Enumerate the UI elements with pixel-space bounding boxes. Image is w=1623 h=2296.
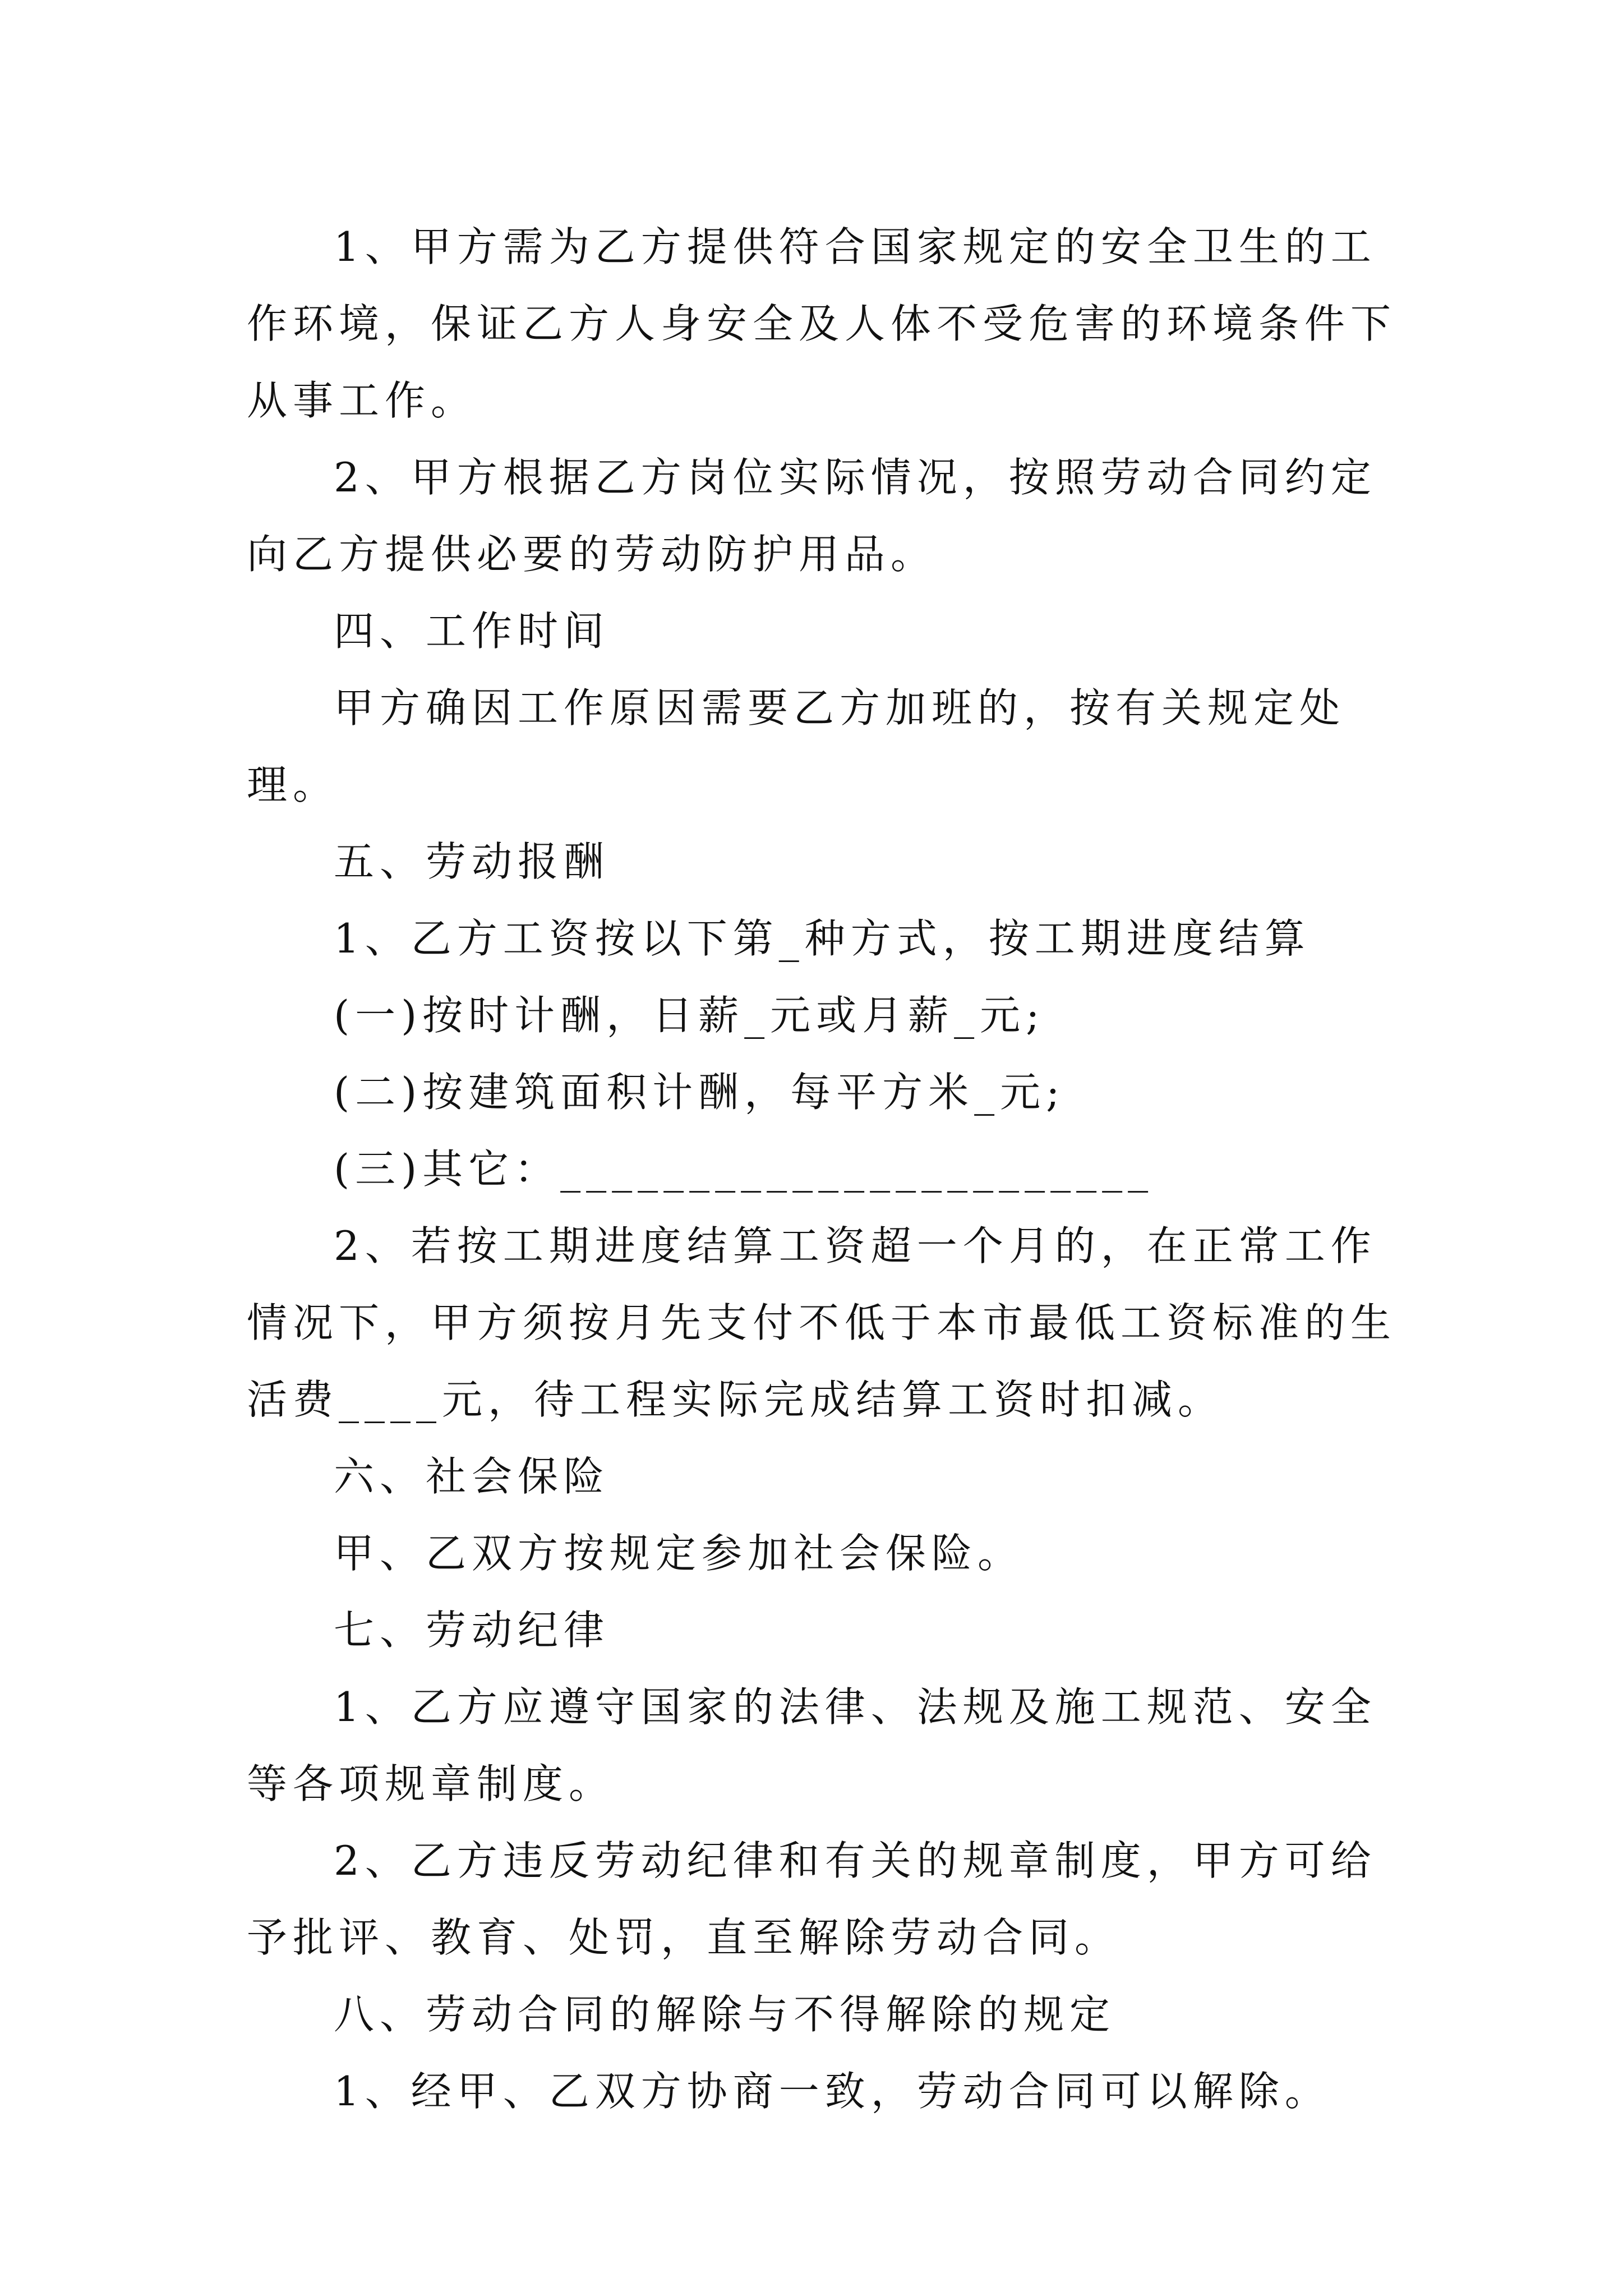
paragraph-social-insurance: 甲、乙双方按规定参加社会保险。 [334,1530,1024,1577]
paragraph-violation-penalty: 2、乙方违反劳动纪律和有关的规章制度，甲方可给予批评、教育、处罚，直至解除劳动合同。 [247,1837,1377,1961]
paragraph-mutual-termination: 1、经甲、乙双方协商一致，劳动合同可以解除。 [334,2068,1331,2115]
paragraph-wage-method: 1、乙方工资按以下第_种方式，按工期进度结算 [334,915,1311,962]
section-heading-social-insurance: 六、社会保险 [334,1453,610,1500]
section-heading-remuneration: 五、劳动报酬 [334,838,610,885]
paragraph-other-pay: (三)其它：_______________________ [334,1145,1154,1193]
paragraph-safety-environment: 1、甲方需为乙方提供符合国家规定的安全卫生的工作环境，保证乙方人身安全及人体不受危害的环境条件下从事工作。 [247,223,1397,424]
section-heading-working-hours: 四、工作时间 [334,608,610,655]
document-body [247,209,1402,2130]
paragraph-living-allowance: 2、若按工期进度结算工资超一个月的，在正常工作情况下，甲方须按月先支付不低于本市最低工资标准的生活费____元，待工程实际完成结算工资时扣减。 [247,1222,1397,1423]
section-heading-termination: 八、劳动合同的解除与不得解除的规定 [334,1991,1116,2038]
paragraph-area-pay: (二)按建筑面积计酬，每平方米_元; [334,1069,1066,1116]
paragraph-comply-regulations: 1、乙方应遵守国家的法律、法规及施工规范、安全等各项规章制度。 [247,1683,1377,1807]
paragraph-protective-equipment: 2、甲方根据乙方岗位实际情况，按照劳动合同约定向乙方提供必要的劳动防护用品。 [247,454,1377,578]
paragraph-hourly-pay: (一)按时计酬，日薪_元或月薪_元; [334,992,1045,1039]
section-heading-discipline: 七、劳动纪律 [334,1607,610,1654]
paragraph-overtime: 甲方确因工作原因需要乙方加班的，按有关规定处理。 [247,684,1346,808]
